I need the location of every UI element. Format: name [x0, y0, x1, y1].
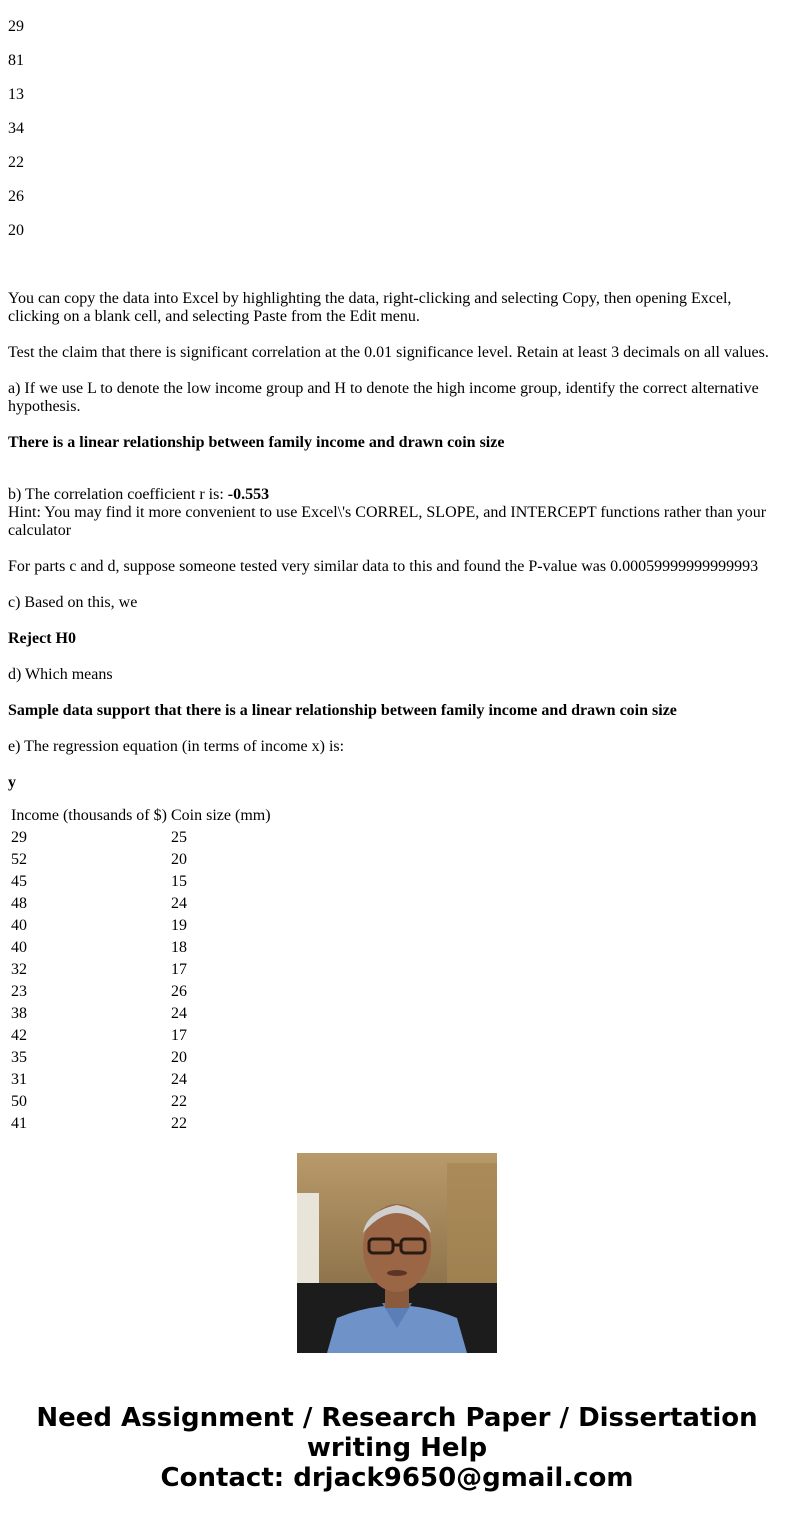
- contact-email: Contact: drjack9650@gmail.com: [160, 1463, 634, 1493]
- table-row: [10, 1048, 272, 1068]
- income-cell: 29: [11, 829, 27, 846]
- pvalue-note: For parts c and d, suppose someone tested very similar data to this and found the P-value was 0.00059999999999993: [8, 558, 759, 575]
- contact-banner: [0, 1403, 794, 1493]
- coin-size-cell: 19: [171, 917, 187, 934]
- income-cell: 41: [11, 1115, 27, 1132]
- part-c-answer: Reject H0: [8, 630, 76, 647]
- data-table-container: [8, 804, 408, 1132]
- list-item: 20: [8, 222, 24, 239]
- table-row: [10, 828, 272, 848]
- table-row: [10, 1070, 272, 1090]
- document-body: [8, 0, 778, 810]
- table-row: [10, 982, 272, 1002]
- table-row: [10, 960, 272, 980]
- income-cell: 23: [11, 983, 27, 1000]
- income-cell: 52: [11, 851, 27, 868]
- part-a-answer: There is a linear relationship between family income and drawn coin size: [8, 434, 505, 451]
- table-header-row: [10, 806, 272, 826]
- income-cell: 45: [11, 873, 27, 890]
- part-b-question: [8, 486, 778, 504]
- table-row: [10, 872, 272, 892]
- column-header-coin-size: Coin size (mm): [171, 807, 271, 824]
- income-cell: 35: [11, 1049, 27, 1066]
- coin-size-cell: 24: [171, 1071, 187, 1088]
- list-item: [8, 0, 778, 2]
- banner-line-2: writing Help: [306, 1433, 488, 1463]
- table-row: [10, 938, 272, 958]
- income-cell: 48: [11, 895, 27, 912]
- correlation-value: -0.553: [227, 486, 270, 503]
- coin-size-cell: 17: [171, 961, 187, 978]
- coin-size-cell: 15: [171, 873, 187, 890]
- table-row: [10, 916, 272, 936]
- coin-size-cell: 26: [171, 983, 187, 1000]
- income-cell: 38: [11, 1005, 27, 1022]
- list-item: 26: [8, 188, 24, 205]
- list-item: 81: [8, 52, 24, 69]
- income-cell: 32: [11, 961, 27, 978]
- column-header-income: Income (thousands of $): [11, 807, 167, 824]
- list-item: 13: [8, 86, 24, 103]
- coin-size-cell: 20: [171, 1049, 187, 1066]
- income-cell: 40: [11, 917, 27, 934]
- coin-size-cell: 17: [171, 1027, 187, 1044]
- coin-size-cell: 20: [171, 851, 187, 868]
- hint-text: Hint: You may find it more convenient to use Excel\'s CORREL, SLOPE, and INTERCEPT functions rather than your calculator: [8, 504, 767, 539]
- table-row: [10, 894, 272, 914]
- coin-size-cell: 24: [171, 895, 187, 912]
- coin-size-cell: 22: [171, 1093, 187, 1110]
- list-item: 22: [8, 154, 24, 171]
- banner-line-1: Need Assignment / Research Paper / Dissertation: [36, 1403, 758, 1433]
- part-a-question: a) If we use L to denote the low income group and H to denote the high income group, identify the correct alternative hypothesis.: [8, 380, 759, 415]
- income-cell: 40: [11, 939, 27, 956]
- part-b-label: b) The correlation coefficient r is:: [8, 486, 228, 503]
- table-row: [10, 1026, 272, 1046]
- table-row: [10, 1114, 272, 1134]
- copy-instructions: You can copy the data into Excel by highlighting the data, right-clicking and selecting Copy, then opening Excel, clicking on a blank cell, and selecting Paste from the Edit menu.: [8, 290, 732, 325]
- test-claim: Test the claim that there is significant correlation at the 0.01 significance level. Retain at least 3 decimals on all values.: [8, 344, 769, 361]
- portrait-image: [297, 1153, 497, 1353]
- coin-size-cell: 25: [171, 829, 187, 846]
- top-values-list: [8, 0, 778, 240]
- list-item: 34: [8, 120, 24, 137]
- coin-size-cell: 18: [171, 939, 187, 956]
- part-d-question: d) Which means: [8, 666, 113, 683]
- income-cell: 50: [11, 1093, 27, 1110]
- part-e-question: e) The regression equation (in terms of income x) is:: [8, 738, 345, 755]
- income-cell: 31: [11, 1071, 27, 1088]
- part-d-answer: Sample data support that there is a linear relationship between family income and drawn coin size: [8, 702, 677, 719]
- table-row: [10, 1092, 272, 1112]
- table-row: [10, 850, 272, 870]
- list-item: 29: [8, 18, 24, 35]
- data-table: [8, 804, 274, 1136]
- table-row: [10, 1004, 272, 1024]
- part-e-answer: y: [8, 774, 16, 791]
- income-cell: 42: [11, 1027, 27, 1044]
- coin-size-cell: 24: [171, 1005, 187, 1022]
- author-avatar: [297, 1153, 497, 1353]
- coin-size-cell: 22: [171, 1115, 187, 1132]
- part-c-question: c) Based on this, we: [8, 594, 138, 611]
